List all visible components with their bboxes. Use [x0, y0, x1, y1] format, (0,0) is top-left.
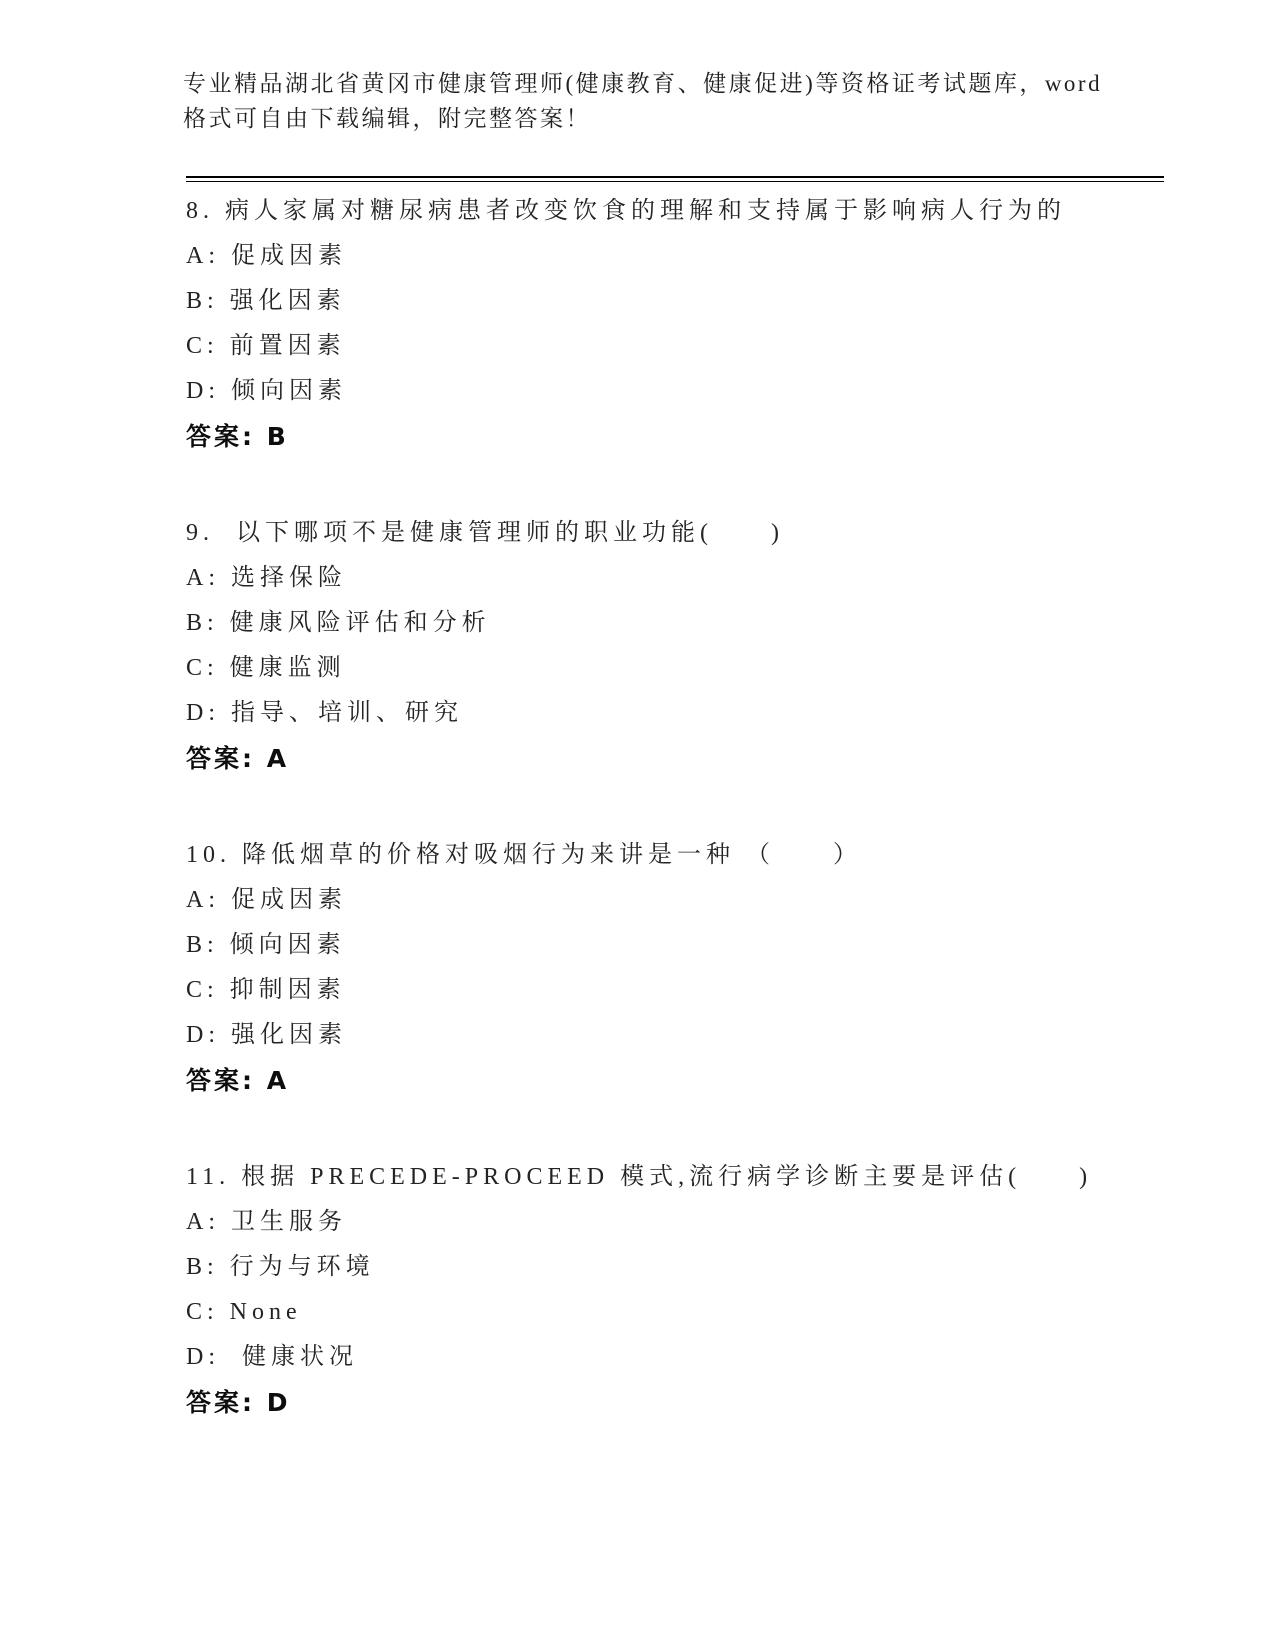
question-10 [186, 833, 1171, 1104]
question-8-option-c: C: 前置因素 [186, 333, 346, 359]
question-9-title: 9. 以下哪项不是健康管理师的职业功能( ) [186, 520, 784, 546]
question-9-answer: 答案: A [186, 744, 290, 773]
question-9 [186, 511, 1171, 782]
question-8-answer: 答案: B [186, 422, 289, 451]
question-11 [186, 1155, 1171, 1426]
question-11-option-b: B: 行为与环境 [186, 1254, 375, 1280]
question-11-option-d: D: 健康状况 [186, 1344, 358, 1370]
question-8-title: 8. 病人家属对糖尿病患者改变饮食的理解和支持属于影响病人行为的 [186, 198, 1066, 224]
question-11-option-c: C: None [186, 1299, 302, 1325]
question-8-option-a: A: 促成因素 [186, 243, 347, 269]
question-9-option-a: A: 选择保险 [186, 565, 347, 591]
question-10-option-a: A: 促成因素 [186, 887, 347, 913]
question-9-option-d: D: 指导、培训、研究 [186, 700, 463, 726]
page-header [183, 66, 1168, 136]
question-10-option-d: D: 强化因素 [186, 1022, 347, 1048]
question-8 [186, 189, 1171, 460]
question-list [186, 189, 1171, 1477]
header-divider-rule [186, 176, 1164, 182]
question-10-title: 10. 降低烟草的价格对吸烟行为来讲是一种 （ ） [186, 842, 862, 868]
question-8-option-d: D: 倾向因素 [186, 378, 347, 404]
question-9-option-b: B: 健康风险评估和分析 [186, 610, 491, 636]
question-9-option-c: C: 健康监测 [186, 655, 346, 681]
question-11-option-a: A: 卫生服务 [186, 1209, 347, 1235]
question-8-option-b: B: 强化因素 [186, 288, 346, 314]
question-10-option-b: B: 倾向因素 [186, 932, 346, 958]
question-11-title: 11. 根据 PRECEDE-PROCEED 模式,流行病学诊断主要是评估( ) [186, 1164, 1093, 1190]
header-text-line-2: 格式可自由下载编辑，附完整答案！ [183, 106, 591, 131]
question-11-answer: 答案: D [186, 1388, 291, 1417]
question-10-answer: 答案: A [186, 1066, 290, 1095]
header-text-line-1: 专业精品湖北省黄冈市健康管理师(健康教育、健康促进)等资格证考试题库，word [183, 71, 1103, 96]
question-10-option-c: C: 抑制因素 [186, 977, 346, 1003]
